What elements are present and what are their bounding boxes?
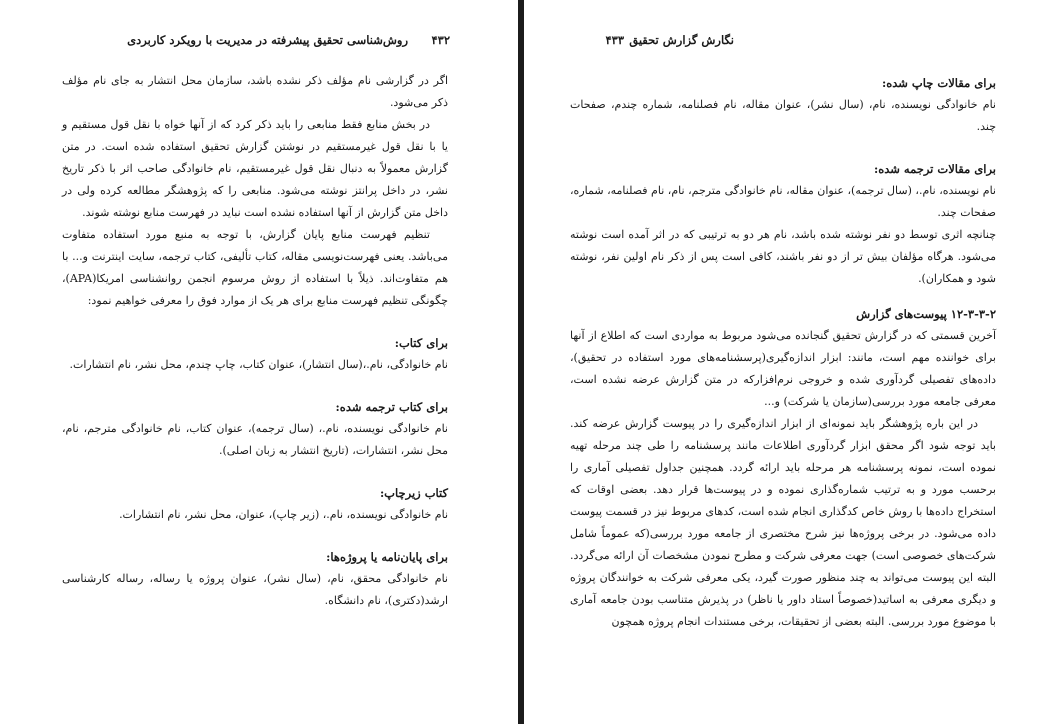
entry-heading: برای مقالات چاپ شده: [881,76,996,90]
entry-heading: برای پایان‌نامه یا پروژه‌ها: [326,550,448,564]
paragraph: اگر در گزارشی نام مؤلف ذکر نشده باشد، سازمان محل انتشار به جای نام مؤلف ذکر می‌شود. [62,74,448,109]
paragraph: در بخش منابع فقط منابعی را باید ذکر کرد که از آنها خواه با نقل قول مستقیم و یا با نقل قول غیرمستقیم در نوشتن گزارش تحقیق استفاده شده است. در متن گزارش معمولاً به دنبال نقل قول غیرمستقیم، نام خانوادگی صاحب اثر با ذکر تاریخ نشر، در داخل پرانتز نوشته می‌شود. منابعی را که پژوهشگر مطالعه کرده ولی در داخل متن گزارش از آنها استفاده نشده است نباید در فهرست منابع نوشته شوند. [62,118,448,219]
entry-text: نام خانوادگی، نام.،(سال انتشار)، عنوان کتاب، چاپ چندم، محل نشر، نام انتشارات. [69,358,448,371]
left-text-column [62,70,448,612]
entry-text: نام خانوادگی نویسنده، نام.، (سال ترجمه)، عنوان کتاب، نام خانوادگی مترجم، نام، محل نشر، انتشارات، (تاریخ انتشار به زبان اصلی). [62,422,448,457]
page-number: ۴۳۳ [605,33,624,47]
left-page [0,0,518,724]
co-author-note: چنانچه اثری توسط دو نفر نوشته شده باشد، نام هر دو به ترتیبی که در اثر آمده است نوشته می‌شود. هرگاه مؤلفان بیش تر از دو نفر باشند، کافی است پس از ذکر نام اولین نفر، نوشته شود و همکاران). [570,228,996,285]
page-number: ۴۳۲ [431,33,450,47]
paragraph: آخرین قسمتی که در گزارش تحقیق گنجانده می‌شود مربوط به مواردی است که اطلاع از آنها برای خواننده مهم است، مانند: ابزار اندازه‌گیری(پرسشنامه‌های مورد استفاده در تحقیق)، داده‌های تفصیلی گردآوری شده و خروجی نرم‌افزارکه در متن گزارش عرضه نشده است، معرفی جامعه مورد بررسی(سازمان یا شرکت) و... [570,329,996,408]
entry-heading: برای کتاب: [394,336,448,350]
running-title: روش‌شناسی تحقیق پیشرفته در مدیریت با رویکرد کاربردی [127,33,408,47]
entry-text: نام خانوادگی محقق، نام، (سال نشر)، عنوان پروژه یا رساله، رساله کارشناسی ارشد(دکتری)، نام دانشگاه. [62,572,448,607]
paragraph: در این باره پژوهشگر باید نمونه‌ای از ابزار اندازه‌گیری را در پیوست گزارش عرضه کند. باید توجه شود اگر محقق ابزار گردآوری اطلاعات مانند پرسشنامه را طی چند مرحله تهیه نموده است، نمونه پرسشنامه هر مرحله باید ارائه گردد. همچنین جداول تفصیلی آماری را برحسب مورد و به ترتیب شماره‌گذاری نموده و در پیوست‌ها قرار دهد. بعضی اوقات که استخراج داده‌ها با روش خاص کدگذاری انجام شده است، کدهای مربوط نیز در قسمت پیوست داده می‌شود. در برخی پروژه‌ها نیز شرح مختصری از جامعه مورد بررسی(که عموماً شامل شرکت‌های خصوصی است) جهت معرفی شرکت و مطرح نمودن مشخصات آن ارائه می‌گردد. البته این پیوست می‌تواند به چند منظور صورت گیرد، یکی معرفی شرکت به خوانندگان پروژه و دیگری معرفی به اساتید(خصوصاً استاد داور یا ناظر) در پذیرش متناسب بودن جامعه آماری با موضوع مورد بررسی. البته بعضی از تحقیقات، برخی مستندات انجام پروژه همچون [570,417,996,628]
entry-heading: برای کتاب ترجمه شده: [335,400,448,414]
entry-text: نام خانوادگی نویسنده، نام، (سال نشر)، عنوان مقاله، نام فصلنامه، شماره چندم، صفحات چند. [570,98,996,133]
entry-text: نام خانوادگی نویسنده، نام.، (زیر چاپ)، عنوان، محل نشر، نام انتشارات. [119,508,448,521]
entry-heading: برای مقالات ترجمه شده: [873,162,996,176]
running-title: نگارش گزارش تحقیق [629,33,734,47]
right-text-column [570,72,996,633]
right-page [524,0,1038,724]
section-heading: ۱۲-۳-۳-۲ پیوست‌های گزارش [856,307,996,321]
entry-heading: کتاب زیرچاپ: [379,486,448,500]
paragraph: تنظیم فهرست منابع پایان گزارش، با توجه به منبع مورد استفاده متفاوت می‌باشد. یعنی فهرست‌نویسی مقاله، کتاب تألیفی، کتاب ترجمه، سایت اینترنت و... با هم متفاوت‌اند. ذیلاً با استفاده از روش مرسوم انجمن روانشناسی امریکا(APA)، چگونگی تنظیم فهرست منابع برای هر یک از موارد فوق را معرفی خواهیم نمود: [62,228,448,307]
entry-text: نام نویسنده، نام.، (سال ترجمه)، عنوان مقاله، نام خانوادگی مترجم، نام، نام فصلنامه، شماره، صفحات چند. [570,184,996,219]
